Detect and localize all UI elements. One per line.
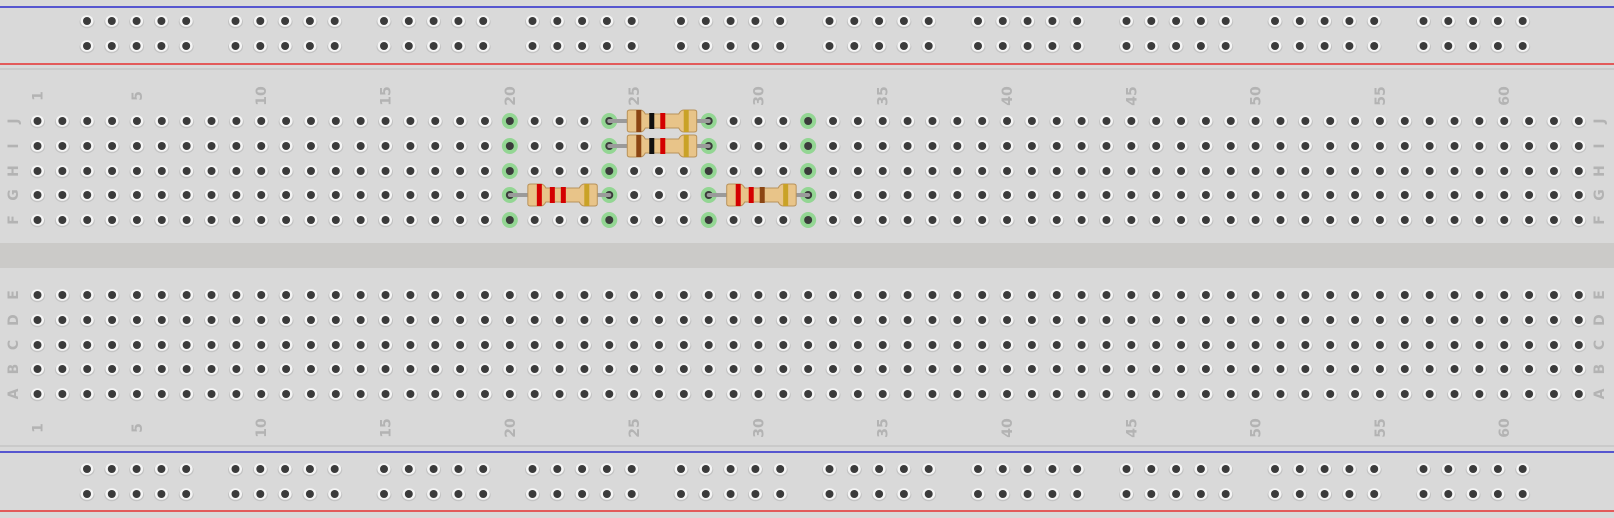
- row-letter-j: J: [1592, 118, 1608, 124]
- resistor-band: [561, 187, 566, 203]
- column-number-30: 30: [751, 418, 768, 438]
- column-number-60: 60: [1497, 418, 1514, 438]
- row-letter-e: E: [6, 290, 22, 300]
- column-number-55: 55: [1372, 418, 1389, 438]
- row-letter-c: C: [6, 339, 22, 351]
- resistor-band: [584, 184, 589, 206]
- row-letter-g: G: [6, 189, 22, 201]
- resistor-band: [684, 135, 689, 157]
- hole-f32[interactable]: [800, 212, 816, 228]
- column-number-20: 20: [502, 86, 519, 106]
- column-number-15: 15: [378, 418, 395, 438]
- column-number-50: 50: [1248, 418, 1265, 438]
- resistor-band: [636, 110, 641, 132]
- resistor-band: [660, 138, 665, 154]
- column-number-55: 55: [1372, 86, 1389, 106]
- column-number-35: 35: [875, 86, 892, 106]
- column-number-5: 5: [129, 423, 146, 433]
- column-number-10: 10: [254, 418, 271, 438]
- hole-f24[interactable]: [601, 212, 617, 228]
- row-letter-j: J: [6, 118, 22, 124]
- column-number-20: 20: [502, 418, 519, 438]
- row-letter-c: C: [1592, 339, 1608, 351]
- row-letter-e: E: [1592, 290, 1608, 300]
- row-letter-a: A: [1592, 388, 1608, 400]
- column-number-40: 40: [1000, 418, 1017, 438]
- center-channel: [0, 243, 1614, 268]
- column-number-45: 45: [1124, 418, 1141, 438]
- column-number-1: 1: [30, 91, 47, 101]
- row-letter-g: G: [1592, 189, 1608, 201]
- hole-h20[interactable]: [502, 163, 518, 179]
- hole-j32[interactable]: [800, 113, 816, 129]
- column-number-60: 60: [1497, 86, 1514, 106]
- hole-j20[interactable]: [502, 113, 518, 129]
- column-number-10: 10: [254, 86, 271, 106]
- row-letter-h: H: [6, 165, 22, 177]
- resistor-band: [760, 187, 765, 203]
- row-letter-b: B: [6, 363, 22, 375]
- hole-h28[interactable]: [701, 163, 717, 179]
- row-letter-f: F: [6, 215, 22, 225]
- column-number-35: 35: [875, 418, 892, 438]
- column-number-25: 25: [627, 418, 644, 438]
- column-number-5: 5: [129, 91, 146, 101]
- hole-i20[interactable]: [502, 138, 518, 154]
- row-letter-h: H: [1592, 165, 1608, 177]
- resistor-band: [684, 110, 689, 132]
- hole-i32[interactable]: [800, 138, 816, 154]
- resistor-band: [749, 187, 754, 203]
- resistor-band: [649, 113, 654, 129]
- row-letter-f: F: [1592, 215, 1608, 225]
- column-number-30: 30: [751, 86, 768, 106]
- column-number-50: 50: [1248, 86, 1265, 106]
- resistor-band: [550, 187, 555, 203]
- hole-f28[interactable]: [701, 212, 717, 228]
- hole-h32[interactable]: [800, 163, 816, 179]
- row-letter-i: I: [1592, 143, 1608, 149]
- column-number-40: 40: [1000, 86, 1017, 106]
- hole-h24[interactable]: [601, 163, 617, 179]
- resistor-band: [736, 184, 741, 206]
- row-letter-i: I: [6, 143, 22, 149]
- resistor-band: [660, 113, 665, 129]
- resistor-band: [636, 135, 641, 157]
- row-letter-a: A: [6, 388, 22, 400]
- column-number-45: 45: [1124, 86, 1141, 106]
- resistor-band: [783, 184, 788, 206]
- column-number-25: 25: [627, 86, 644, 106]
- row-letter-d: D: [1592, 314, 1608, 326]
- resistor-band: [537, 184, 542, 206]
- resistor-band: [649, 138, 654, 154]
- column-number-15: 15: [378, 86, 395, 106]
- row-letter-b: B: [1592, 363, 1608, 375]
- row-letter-d: D: [6, 314, 22, 326]
- hole-f20[interactable]: [502, 212, 518, 228]
- column-number-1: 1: [30, 423, 47, 433]
